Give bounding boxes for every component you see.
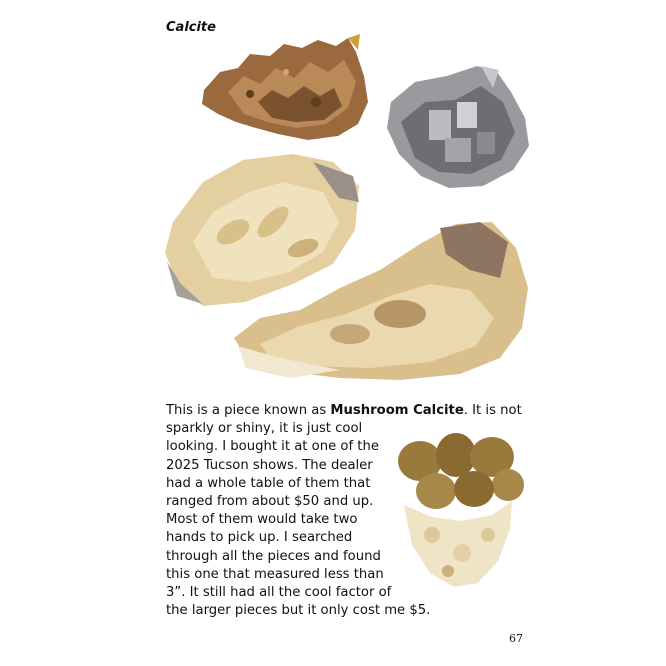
mineral-name: Mushroom Calcite	[330, 403, 464, 418]
body-line: ranged from about $50 and up.	[166, 494, 374, 510]
gray-calcite-photo	[385, 62, 531, 192]
tan-calcite-photo	[230, 218, 530, 382]
body-line: sparkly or shiny, it is just cool	[166, 421, 363, 437]
body-line: 2025 Tucson shows. The dealer	[166, 457, 373, 473]
page-title: Calcite	[166, 20, 216, 35]
body-line: This is a piece known as Mushroom Calcite. It is not	[166, 403, 522, 418]
body-line: through all the pieces and found	[166, 548, 381, 564]
body-line: had a whole table of them that	[166, 475, 371, 491]
body-line: the larger pieces but it only cost me $5.	[166, 603, 431, 619]
page-number: 67	[509, 632, 523, 645]
body-line: 3”. It still had all the cool factor of	[166, 585, 392, 601]
body-paragraph	[166, 402, 522, 620]
body-line: hands to pick up. I searched	[166, 530, 353, 546]
body-line: looking. I bought it at one of the	[166, 439, 379, 455]
brown-calcite-photo	[198, 32, 370, 144]
body-line: Most of them would take two	[166, 512, 358, 528]
body-line: this one that measured less than	[166, 566, 384, 582]
